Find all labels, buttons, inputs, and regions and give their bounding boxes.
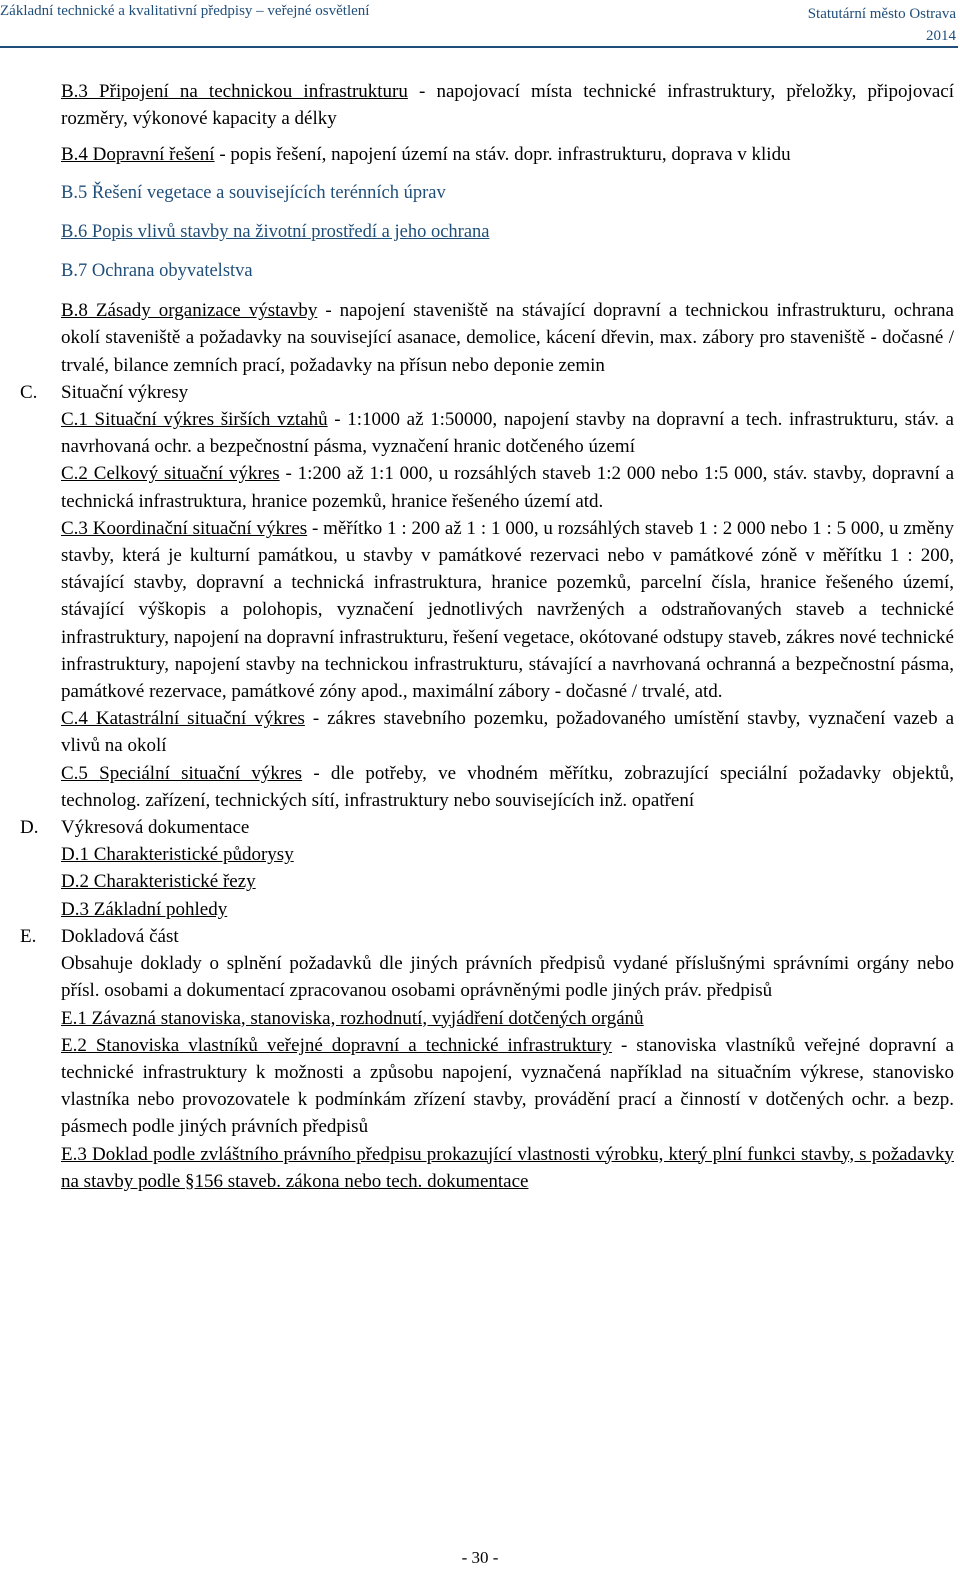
item-c1-title: C.1 Situační výkres širších vztahů <box>61 409 328 431</box>
document-body <box>0 78 960 1195</box>
section-d <box>0 814 960 841</box>
item-b3 <box>0 78 960 132</box>
item-c2-text: - 1:200 až 1:1 000, u rozsáhlých staveb 1:2 000 nebo 1:5 000, stáv. stavby, dopravní a technická infrastruktura, hranice pozemků, hranice řešeného území atd. <box>61 463 955 512</box>
item-b6-title: B.6 Popis vlivů stavby na životní prostředí a jeho ochrana <box>61 221 490 242</box>
section-c-letter: C. <box>20 381 38 403</box>
item-c4-title: C.4 Katastrální situační výkres <box>61 708 305 730</box>
section-e <box>0 923 960 950</box>
section-d-letter: D. <box>20 817 39 839</box>
item-d3 <box>0 896 960 923</box>
item-c3-text: - měřítko 1 : 200 až 1 : 1 000, u rozsáhlých staveb 1 : 2 000 nebo 1 : 5 000, u změny stavby, která je kulturní památkou, u stavby v památkové rezervaci nebo v památkové zóně v měřítku 1 : 200, stávající stavby, dopravní a technická infrastruktura, hranice pozemků, parcelní čísla, hranice řešeného území, stávající výškopis a polohopis, vyznačení jednotlivých navržených a odstraňovaných staveb a technické infrastruktury, napojení na dopravní infrastrukturu, řešení vegetace, okótované odstupy staveb, zákres nové technické infrastruktury, napojení stavby na technickou infrastrukturu, stávající a navrhovaná ochranná a bezpečnostní pásma, památkové rezervace, památkové zóny apod., maximální zábory - dočasné / trvalé, atd. <box>61 517 954 703</box>
section-c-title: Situační výkresy <box>61 381 189 403</box>
item-e1 <box>0 1005 960 1032</box>
item-b4 <box>0 141 960 168</box>
item-b3-text: - napojovací místa technické infrastruktury, přeložky, připojovací rozměry, výkonové kapacity a délky <box>61 81 954 130</box>
item-d2 <box>0 868 960 895</box>
item-e1-title: E.1 Závazná stanoviska, stanoviska, rozhodnutí, vyjádření dotčených orgánů <box>61 1007 644 1029</box>
header-organization <box>808 3 956 47</box>
item-c5 <box>0 760 960 814</box>
item-b5-title: B.5 Řešení vegetace a souvisejících terénních úprav <box>61 182 446 203</box>
item-b4-text: - popis řešení, napojení území na stáv. dopr. infrastrukturu, doprava v klidu <box>214 144 791 166</box>
item-c5-text: - dle potřeby, ve vhodném měřítku, zobrazující speciální požadavky objektů, technolog. zařízení, technických sítí, infrastruktury nebo souvisejících inž. opatření <box>61 762 954 811</box>
item-b8 <box>0 297 960 379</box>
item-b8-title: B.8 Zásady organizace výstavby <box>61 300 318 322</box>
section-c <box>0 379 960 406</box>
header-year: 2014 <box>926 28 956 44</box>
page-header <box>0 0 960 48</box>
item-c3-title: C.3 Koordinační situační výkres <box>61 517 308 539</box>
section-e-title: Dokladová část <box>61 925 179 947</box>
item-b4-title: B.4 Dopravní řešení <box>61 144 215 166</box>
item-c4-text: - zákres stavebního pozemku, požadovaného umístění stavby, vyznačení vazeb a vlivů na okolí <box>61 708 954 757</box>
header-city: Statutární město Ostrava <box>807 6 956 22</box>
item-d3-title: D.3 Základní pohledy <box>61 898 228 920</box>
item-e2-text: - stanoviska vlastníků veřejné dopravní a technické infrastruktury k možnosti a způsobu napojení, vyznačená například na situačním výkrese, stanovisko vlastníka nebo provozovatele k podmínkám zřízení stavby, provádění prací a činností v dotčených ochr. a bezp. pásmech podle jiných právních předpisů <box>61 1034 954 1138</box>
item-e3-title: E.3 Doklad podle zvláštního právního předpisu prokazující vlastnosti výrobku, který plní funkci stavby, s požadavky na stavby podle §156 staveb. zákona nebo tech. dokumentace <box>61 1143 954 1192</box>
item-e2 <box>0 1032 960 1141</box>
item-c2 <box>0 460 960 514</box>
item-e3 <box>0 1141 960 1195</box>
item-b7 <box>0 258 960 285</box>
header-document-title: Základní technické a kvalitativní předpisy – veřejné osvětlení <box>0 3 370 19</box>
item-c2-title: C.2 Celkový situační výkres <box>61 463 280 485</box>
item-d2-title: D.2 Charakteristické řezy <box>61 871 256 893</box>
section-e-intro <box>0 950 960 1004</box>
item-b8-text: - napojení staveniště na stávající dopravní a technickou infrastrukturu, ochrana okolí staveniště a požadavky na související asanace, demolice, kácení dřevin, max. zábory pro staveniště - dočasné / trvalé, bilance zemních prací, požadavky na přísun nebo deponie zemin <box>61 300 954 376</box>
item-c4 <box>0 705 960 759</box>
item-d1 <box>0 841 960 868</box>
item-b3-title: B.3 Připojení na technickou infrastrukturu <box>61 81 408 102</box>
item-c5-title: C.5 Speciální situační výkres <box>61 762 303 784</box>
section-d-title: Výkresová dokumentace <box>61 817 250 839</box>
item-b6 <box>0 219 960 246</box>
header-rule <box>0 46 958 48</box>
item-c1 <box>0 406 960 460</box>
item-b5 <box>0 180 960 207</box>
page-number: - 30 - <box>461 1548 499 1567</box>
item-b7-title: B.7 Ochrana obyvatelstva <box>61 261 253 282</box>
item-c1-text: - 1:1000 až 1:50000, napojení stavby na dopravní a tech. infrastrukturu, stáv. a navrhovaná ochr. a bezpečnostní pásma, vyznačení hranic dotčeného území <box>61 409 954 458</box>
item-d1-title: D.1 Charakteristické půdorysy <box>61 844 294 866</box>
section-e-letter: E. <box>20 925 37 947</box>
item-e2-title: E.2 Stanoviska vlastníků veřejné dopravní a technické infrastruktury <box>61 1034 612 1056</box>
item-c3 <box>0 515 960 705</box>
section-e-text: Obsahuje doklady o splnění požadavků dle jiných právních předpisů vydané příslušnými správními orgány nebo přísl. osobami a dokumentací zpracovanou osobami oprávněnými podle jiných práv. předpisů <box>61 953 954 1002</box>
